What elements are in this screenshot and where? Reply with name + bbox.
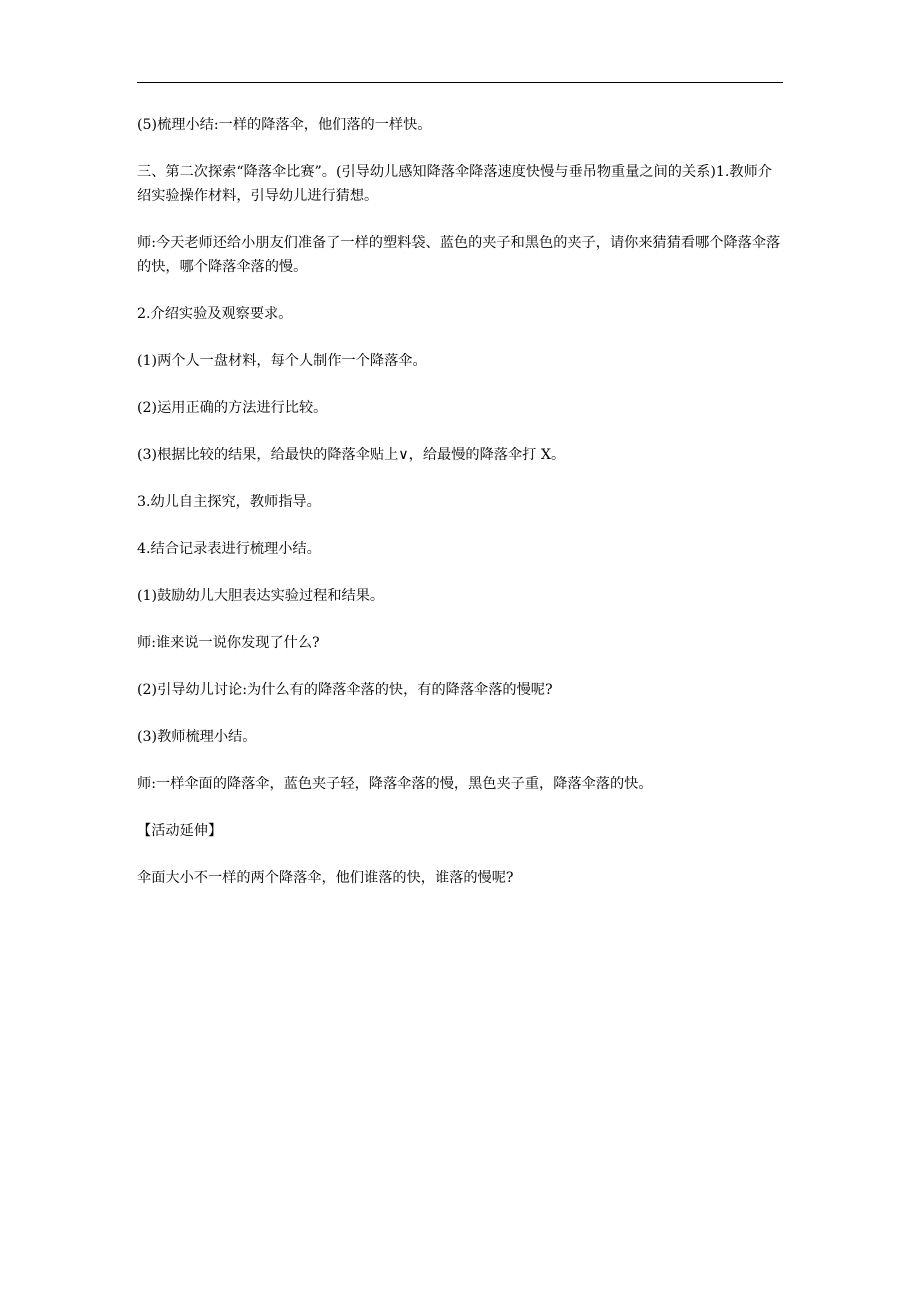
paragraph-requirement-2: (2)运用正确的方法进行比较。 bbox=[137, 400, 328, 416]
paragraph-encourage: (1)鼓励幼儿大胆表达实验过程和结果。 bbox=[137, 588, 385, 604]
header-rule bbox=[137, 82, 783, 83]
paragraph-teacher-question: 师:今天老师还给小朋友们准备了一样的塑料袋、蓝色的夹子和黑色的夹子，请你来猜猜看哪个降落伞落的快，哪个降落伞落的慢。 bbox=[137, 235, 781, 275]
document-body bbox=[137, 113, 783, 913]
paragraph-teacher-summary: (3)教师梳理小结。 bbox=[137, 729, 257, 745]
paragraph-step-3: 3.幼儿自主探究，教师指导。 bbox=[137, 494, 321, 510]
paragraph-summary-5: (5)梳理小结:一样的降落伞，他们落的一样快。 bbox=[137, 117, 432, 133]
paragraph-discussion: (2)引导幼儿讨论:为什么有的降落伞落的快，有的降落伞落的慢呢? bbox=[137, 682, 553, 698]
paragraph-step-2: 2.介绍实验及观察要求。 bbox=[137, 306, 293, 322]
paragraph-requirement-3: (3)根据比较的结果，给最快的降落伞贴上∨，给最慢的降落伞打 X。 bbox=[137, 447, 566, 463]
paragraph-teacher-ask: 师:谁来说一说你发现了什么? bbox=[137, 635, 320, 651]
paragraph-requirement-1: (1)两个人一盘材料，每个人制作一个降落伞。 bbox=[137, 353, 427, 369]
section-heading-extension: 【活动延伸】 bbox=[137, 823, 223, 839]
paragraph-second-exploration: 三、第二次探索“降落伞比赛”。(引导幼儿感知降落伞降落速度快慢与垂吊物重量之间的关系)1.教师介绍实验操作材料，引导幼儿进行猜想。 bbox=[137, 164, 772, 204]
paragraph-teacher-conclusion: 师:一样伞面的降落伞，蓝色夹子轻，降落伞落的慢，黑色夹子重，降落伞落的快。 bbox=[137, 776, 653, 792]
paragraph-extension-question: 伞面大小不一样的两个降落伞，他们谁落的快，谁落的慢呢? bbox=[137, 870, 514, 886]
paragraph-step-4: 4.结合记录表进行梳理小结。 bbox=[137, 541, 321, 557]
